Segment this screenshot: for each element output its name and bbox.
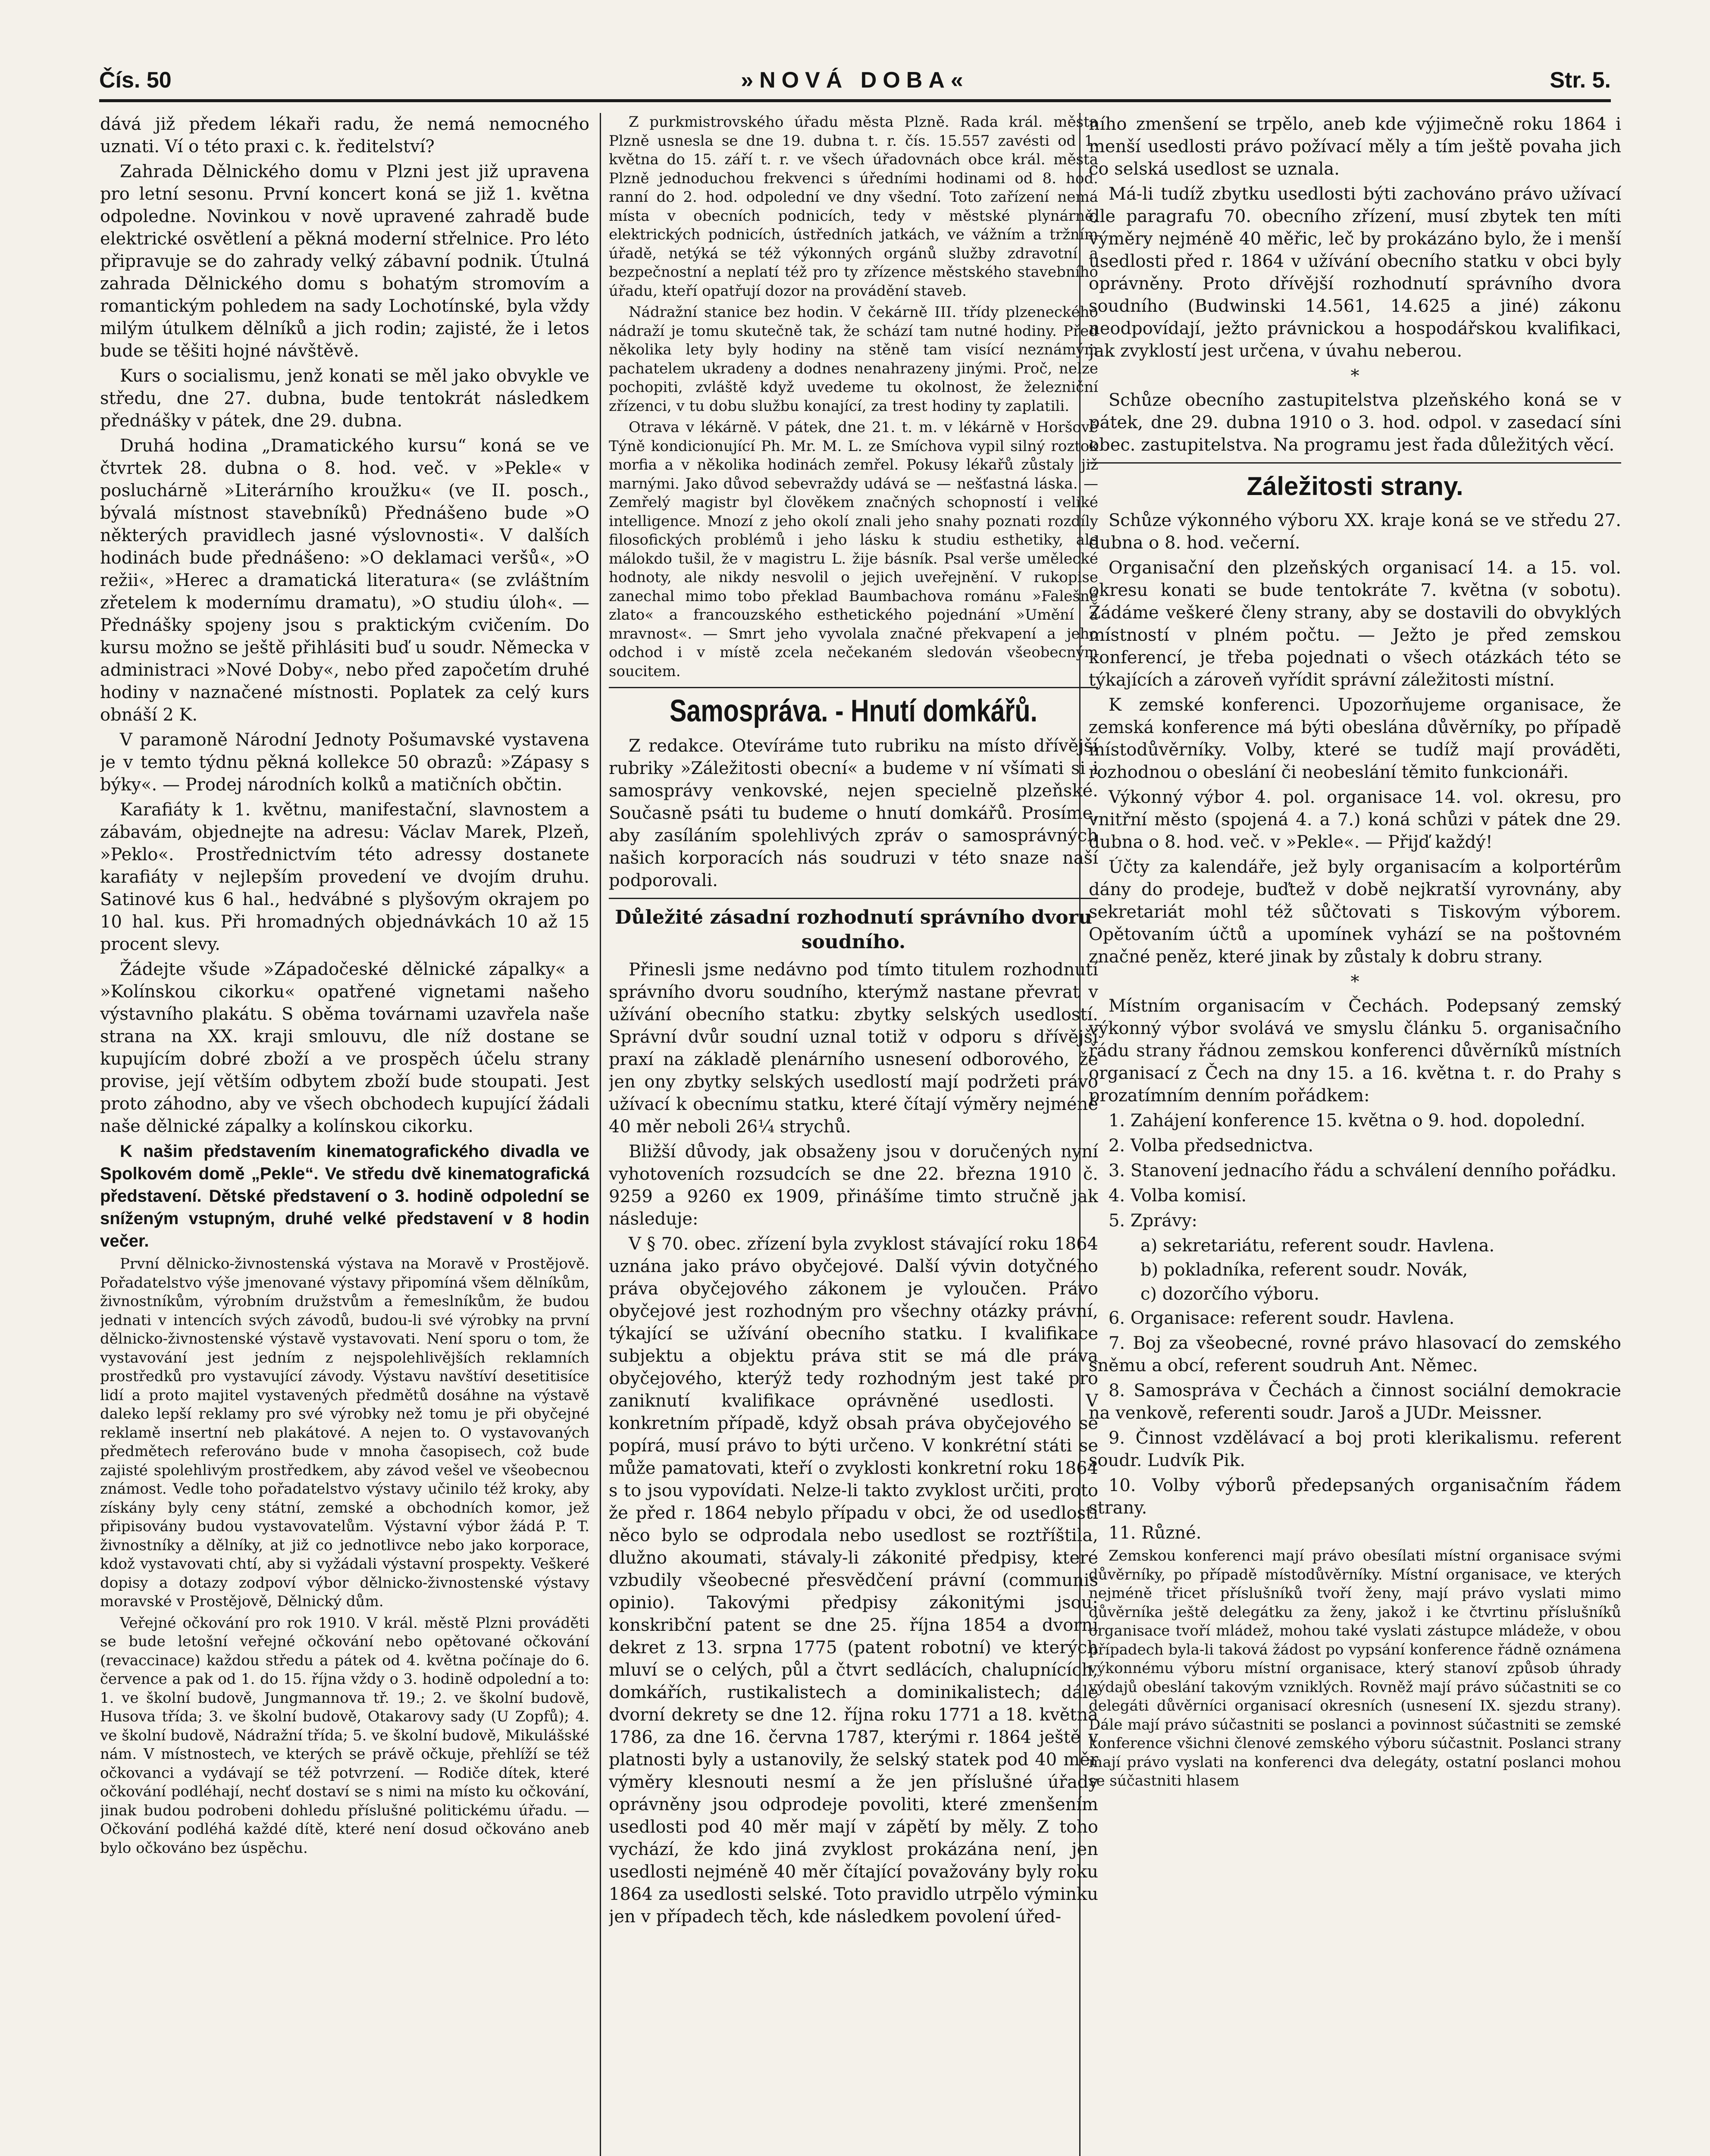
- article-kurs-socialismu: Kurs o socialismu, jenž konati se měl jako obvykle ve středu, dne 27. dubna, bude tentokrát následkem přednášky v pátek, dne 29. dubna.: [100, 366, 589, 431]
- article-lekar-continuation: dává již předem lékaři radu, že nemá nemocného uznati. Ví o této praxi c. k. ředitelství?: [100, 114, 589, 157]
- column-rule-1: [600, 113, 601, 2156]
- agenda-item: 11. Různé.: [1109, 1523, 1202, 1543]
- agenda-item: 7. Boj za všeobecné, rovné právo hlasovací do zemského sněmu a obcí, referent soudruh Ant. Němec.: [1089, 1333, 1621, 1376]
- article-zemska-konference: K zemské konferenci. Upozorňujeme organisace, že zemská konference má býti obeslána důvěrníky, po případě místodůvěrníky. Volby, které se tudíž mají prováděti, rozhodnou o obeslání či neobeslání těmito funkcionáři.: [1089, 695, 1621, 782]
- agenda-item: 5. Zprávy:: [1109, 1211, 1197, 1231]
- article-organisacni-den: Organisační den plzeňských organisací 14. a 15. vol. okresu konati se bude tentokráte 7. května (v sobotu). Žádáme veškeré členy strany, aby se dostavili do obvyklých místností v plném počtu. — Ježto je před zemskou konferencí, je třeba pojednati o všech otázkách této se týkajících a zároveň vyřídit správní záležitosti místní.: [1089, 558, 1621, 690]
- article-schuze-zastupitelstva: Schůze obecního zastupitelstva plzeňského koná se v pátek, dne 29. dubna 1910 o 3. hod. odpol. v zasedací síni obec. zastupitelstva. Na programu jest řada důležitých věcí.: [1089, 390, 1621, 455]
- agenda-subitem: a) sekretariátu, referent soudr. Havlena.: [1140, 1236, 1495, 1256]
- article-rozhodnuti-duvody: Bližší důvody, jak obsaženy jsou v doručených nyní vyhotoveních rozsudcích se dne 22. března 1910 č. 9259 a 9260 ex 1909, přinášíme timto stručně jak následuje:: [609, 1142, 1098, 1229]
- article-rozhodnuti-paragraf: V § 70. obec. zřízení byla zvyklost stávající roku 1864 uznána jako právo obyčejové. Další vývin dotyčného práva obyčejového zákonem je vyloučen. Právo obyčejové jest rozhodným pro všechny otázky právní, týkající se užívání obecního statku. I kvalifikace subjektu a objektu práva stit se má dle práva obyčejového, kterýž tedy rozhodným jest také pro zaniknutí kvalifikace oprávněné usedlosti. V konkretním případě, když obsah práva obyčejového se popírá, musí právo to býti určeno. V konkrétní státi se může pamatovati, kteří o zvyklosti konkretní roku 1864 s to jsou vypovídati. Nelze-li takto zvyklost určiti, proto že před r. 1864 nebylo případu v obci, že od usedlosti něco bylo se odprodala nebo usedlost se roztříštila, dlužno akoumati, stávaly-li zákonité předpisy, které vzbudily všeobecné přesvědčení právní (communis opinio). Takovými předpisy zákonitými jsou: konskribční patent se dne 25. října 1854 a dvorní dekret z 13. srpna 1775 (patent robotní) ve kterých mluví se o celých, půl a čtvrt sedlácích, chalupnících, domkářích, rustikalistech a dominikalistech; dále dvorní dekrety se dne 12. října roku 1771 a 18. května 1786, za dne 16. června 1787, kterými r. 1864 ještě v platnosti byly a ustanovily, že selský statek pod 40 měr výměry klesnouti nesmí a že jen příslušné úřady oprávněny jsou odprodeje povoliti, které zmenšením usedlosti pod 40 měr mají v zápětí by měly. Z toho vychází, že kdo jiná zvyklost prokázána není, jen usedlosti nejméně 40 měr čítající považovány byly roku 1864 za usedlosti selské. Toto pravidlo utrpělo výminku jen v případech těch, kde následkem povolení úřed-: [609, 1234, 1098, 1927]
- article-z-redakce: Z redakce. Otevíráme tuto rubriku na místo dřívější rubriky »Záležitosti obecní« a budeme v ní všímati si i samosprávy venkovské, nejen specielně plzeňské. Současně psáti tu budeme o hnutí domkářů. Prosíme, aby zasíláním spolehlivých zpráv o samosprávných našich korporacích nás soudruzi v této snaze naší podporovali.: [609, 736, 1098, 890]
- article-paramona: V paramoně Národní Jednoty Pošumavské vystavena je v temto týdnu pěkná kollekce 50 obrazů: »Zápasy s býky«. — Prodej národních kolků a matičních občtin.: [100, 730, 589, 795]
- agenda-subitem: c) dozorčího výboru.: [1140, 1284, 1319, 1304]
- agenda-item: 10. Volby výborů předepsaných organisačním řádem strany.: [1089, 1476, 1621, 1518]
- article-ockovani: Veřejné očkování pro rok 1910. V král. městě Plzni prováděti se bude letošní veřejné očkování nebo opětované očkování (revaccinace) každou středu a pátek od 4. května počínaje do 6. července a pak od 1. do 15. října vždy o 3. hodině odpolední a to: 1. ve školní budově, Jungmannova tř. 19.; 2. ve školní budově, Husova třída; 3. ve školní budově, Otakarovy sady (U Zopfů); 4. ve školní budově, Nádražní třída; 5. ve školní budově, Mikulášské nám. V místnostech, ve kterých se právě očkuje, přehlíží se též očkovanci a vydávají se též potvrzení. — Rodiče dítek, které očkování podléhají, nechť dostaví se s nimi na místo ku očkování, jinak budou podrobeni dohledu příslušné politickému úřadu. — Očkování podléhá každé dítě, které není dosud očkováno aneb bylo očkováno bez úspěchu.: [100, 1614, 589, 1857]
- issue-number: Čís. 50: [99, 68, 172, 93]
- article-nadrazni-stanice: Nádražní stanice bez hodin. V čekárně III. třídy plzeneckého nádraží je tomu skutečně tak, že schází tam nutné hodiny. Před několika lety byly hodiny na stěně tam visící neznámým pachatelem ukradeny a dodnes nenahrazeny jinými. Proč, nelze pochopiti, zvláště když uvedeme tu okolnost, že železniční zřízenci, v tu dobu službu konající, za trest hodiny ty zaplatili.: [609, 304, 1098, 415]
- article-purkmistrovsky-urad: Z purkmistrovského úřadu města Plzně. Rada král. města Plzně usnesla se dne 19. dubna t. r. čís. 15.557 zavésti od 1. května do 15. září t. r. ve všech úřadovnách obce král. města Plzně jednoduchou frekvenci s úředními hodinami od 8. hod. ranní do 2. hod. odpolední ve dny všední. Toto zařízení nemá místa v obecních podnicích, tedy v městské plynárně, elektrických podnicích, ústředních jatkách, ve vážním a tržním úřadě, netýká se též výkonných orgánů služby zdravotní a bezpečnostní a neplatí též pro ty zřízence městského stavebního úřadu, kteří opatřují dozor na provádění staveb.: [609, 113, 1098, 300]
- separator-asterisk: *: [1350, 972, 1359, 992]
- article-karafiaty: Karafiáty k 1. květnu, manifestační, slavnostem a zábavám, objednejte na adresu: Václav Marek, Plzeň, »Peklo«. Prostřednictvím této adressy dostanete karafiáty v nejlepším provedení ve dvojím druhu. Satinové kus 6 hal., hedvábné s plyšovým okrajem po 10 hal. kus. Při hromadných objednávkách 10 až 15 procent slevy.: [100, 800, 589, 954]
- article-mistnim-organisacim: Místním organisacím v Čechách. Podepsaný zemský výkonný výbor svolává ve smyslu článku 5. organisačního řádu strany řádnou zemskou konferenci důvěrníků místních organisací z Čech na dny 15. a 16. května t. r. do Prahy s prozatímním denním pořádkem:: [1089, 996, 1621, 1106]
- section-divider: [609, 687, 1098, 688]
- article-zahrada: Zahrada Dělnického domu v Plzni jest již upravena pro letní sesonu. První koncert koná se již 1. května odpoledne. Novinkou v nově upravené zahradě bude elektrické osvětlení a pěkná moderní střelnice. Pro léto připravuje se do zahrady velký zábavní podnik. Útulná zahrada Dělnického domu s bohatým stromovím a romantickým pohledem na sady Lochotínské, byla vždy milým útulkem dělníků a jich rodin; zajisté, že i letos bude se těšiti hojné návštěvě.: [100, 162, 589, 361]
- article-schuze-vyboru: Schůze výkonného výboru XX. kraje koná se ve středu 27. dubna o 8. hod. večerní.: [1089, 511, 1621, 553]
- agenda-item: 3. Stanovení jednacího řádu a schválení denního pořádku.: [1109, 1161, 1617, 1181]
- column-3: [1089, 113, 1621, 2156]
- section-divider: [609, 898, 1098, 899]
- column-2: [609, 113, 1098, 2156]
- article-kinematograf: K našim představením kinematografického divadla ve Spolkovém domě „Pekle“. Ve středu dvě kinematografická představení. Dětské představení o 3. hodině odpolední se sníženým vstupným, druhé velké představení v 8 hodin večer.: [100, 1142, 589, 1250]
- agenda-item: 1. Zahájení konference 15. května o 9. hod. dopolední.: [1109, 1111, 1585, 1131]
- agenda-item: 6. Organisace: referent soudr. Havlena.: [1109, 1308, 1455, 1328]
- article-ucty-kalendare: Účty za kalendáře, jež byly organisacím a kolportérům dány do prodeje, buďtež v době nejkratší vyrovnány, aby sekretariát mohl též sůčtovati s Tiskovým výborem. Opětovaním účtů a upomínek vyhází se na poštovném značné peněz, které jinak by zůstaly k dobru strany.: [1089, 857, 1621, 967]
- page-header: [99, 65, 1611, 102]
- article-heading-rozhodnuti: Důležité zásadní rozhodnutí správního dvoru soudního.: [615, 906, 1092, 953]
- article-rozhodnuti-intro: Přinesli jsme nedávno pod tímto titulem rozhodnutí správního dvoru soudního, kterýmž nastane převrat v užívání obecního statku: zbytky selských usedlostí. Správní dvůr soudní uznal totiž v odporu s dřívější praxí na základě plenárního usnesení odborového, že jen ony zbytky selských usedlostí mají podržeti právo užívací k obecnímu statku, které čítají výměry nejméně 40 měr neboli 26¼ strychů.: [609, 960, 1098, 1137]
- article-dramaticky-kurs: Druhá hodina „Dramatického kursu“ koná se ve čtvrtek 28. dubna o 8. hod. več. v »Pekle« v posluchárně »Literárního kroužku« (ve II. posch., bývalá místnost stavebníků) Přednášeno bude »O některých pravidlech jasné výslovnosti«. V dalších hodinách bude přednášeno: »O deklamaci veršů«, »O režii«, »Herec a dramatická literatura« (se zvláštním zřetelem k modernímu dramatu), »O studiu úloh«. — Přednášky spojeny jsou s praktickým cvičením. Do kursu možno se ještě přihlásiti buď u soudr. Německa v administraci »Nové Doby«, nebo před započetím druhé hodiny v naznačené místnosti. Poplatek za celý kurs obnáší 2 K.: [100, 436, 589, 725]
- article-otrava: Otrava v lékárně. V pátek, dne 21. t. m. v lékárně v Horšově Týně kondicionující Ph. Mr. M. L. ze Smíchova vypil silný roztok morfia a v několika hodinách zemřel. Pokusy lékařů zůstaly již marnými. Jako důvod sebevraždy udává se — nešťastná láska. — Zemřelý magistr byl člověkem značných schopností i veliké intelligence. Mnozí z jeho okolí znali jeho snahy poznati rozdíly filosofických problémů i jeho lásku k studiu esthetiky, ale málokdo tušil, že v magistru L. žije básník. Psal verše umělecké hodnoty, ale nikdy nesvolil o jejich uveřejnění. V rukopise zanechal mimo tobo překlad Baumbachova románu »Falešné zlato« a francouzského esthetického pojednání »Umění a mravnost«. — Smrt jeho vyvolala značné překvapení a jeho odchod i v místě zcela nečekaném sledován všeobecným soucitem.: [609, 419, 1098, 680]
- section-divider: [1089, 462, 1621, 464]
- article-zapalky: Žádejte všude »Západočeské dělnické zápalky« a »Kolínskou cikorku« opatřené vignetami našeho výstavního plakátu. S oběma továrnami uzavřela naše strana na XX. kraji smlouvu, dle níž dostane se kupujícím dobré zboží a ve prospěch účelu strany provise, její větším odbytem zboží bude stoupati. Jest proto záhodno, aby ve všech obchodech kupující žádali naše dělnické zápalky a kolínskou cikorku.: [100, 959, 589, 1136]
- article-rozhodnuti-continuation: ního zmenšení se trpělo, aneb kde výjimečně roku 1864 i menší usedlosti právo požívací měly a tím ještě povaha jich co selská usedlost se uznala.: [1089, 114, 1621, 179]
- agenda-item: 9. Činnost vzdělávací a boj proti klerikalismu. referent soudr. Ludvík Pik.: [1089, 1428, 1621, 1470]
- separator-asterisk: *: [1350, 366, 1359, 386]
- section-heading-zalezitosti-strany: Záležitosti strany.: [1246, 472, 1463, 501]
- article-rozhodnuti-zaver: Má-li tudíž zbytku usedlosti býti zachováno právo užívací dle paragrafu 70. obecního zřízení, musí zbytek ten míti výměry nejméně 40 měřic, leč by prokázáno bylo, že i menší usedlosti před r. 1864 v užívání obecního statku v obci byly oprávněny. Proto dřívější rozhodnutí správního dvora soudního (Budwinski 14.561, 14.625 a jiné) zákonu neodpovídají, ježto právnickou a hospodářskou kvalifikaci, jak zvyklostí jest určena, v úvahu neberou.: [1089, 184, 1621, 361]
- agenda-item: 2. Volba předsednictva.: [1109, 1136, 1314, 1156]
- column-1: [100, 113, 589, 2156]
- article-konference-pravidla: Zemskou konferenci mají právo obesílati místní organisace svými důvěrníky, po případě místodůvěrníky. Místní organisace, ve kterých nejméně třicet příslušníků tvoří ženy, mají právo vyslati mimo důvěrníka ještě delegátku za ženy, jakož i ke čtvrtinu příslušníků organisace tvoří mládež, mohou také vyslati zástupce mládeže, v obou případech byla-li taková žádost po vypsání konference řádně oznámena výkonnému výboru místní organisace, který stanoví způsob úhrady výdajů obeslání takovým vzniklých. Rovněž mají právo súčastniti se co delegáti důvěrníci organisací okresních (usnesení IX. sjezdu strany). Dále mají právo súčastniti se poslanci a povinnost súčastniti se zemské konference všichni členové zemského výboru súčastnit. Poslanci strany mají právo vyslati na konferenci dva delegáty, ostatní poslanci mohou se súčastniti hlasem: [1089, 1547, 1621, 1790]
- agenda-item: 8. Samospráva v Čechách a činnost sociální demokracie na venkově, referenti soudr. Jaroš a JUDr. Meissner.: [1089, 1381, 1621, 1423]
- section-heading-samosprava: Samospráva. - Hnutí domkářů.: [669, 694, 1038, 729]
- agenda-item: 4. Volba komisí.: [1109, 1186, 1247, 1206]
- agenda-subitem: b) pokladníka, referent soudr. Novák,: [1140, 1260, 1468, 1280]
- article-vykonny-vybor: Výkonný výbor 4. pol. organisace 14. vol. okresu, pro vnitřní město (spojená 4. a 7.) koná schůzi v pátek dne 29. dubna o 8. hod. več. v »Pekle«. — Přijď každý!: [1089, 787, 1621, 852]
- page-number: Str. 5.: [1550, 68, 1611, 93]
- masthead-title: »NOVÁ DOBA«: [741, 68, 969, 93]
- article-vystava-prostejov: První dělnicko-živnostenská výstava na Moravě v Prostějově. Pořadatelstvo výše jmenované výstavy připomíná všem dělníkům, živnostníkům, výrobním družstvům a řemeslníkům, že budou jednati v intencích svých závodů, budou-li své výrobky na první dělnicko-živnostenské výstavě vystavovati. Není sporu o tom, že vystavování jest jedním z nejspolehlivějších reklamních prostředků pro vystavující závody. Výstavu navštíví desetitisíce lidí a proto majitel vystavených předmětů dosáhne na výstavě daleko lepší reklamy pro své výrobky než tomu je při obyčejné reklamě insertní neb plakátové. A nejen to. O vystavovaných předmětech referováno bude v mnoha časopisech, což bude zajisté spolehlivým prostředkem, aby závod vešel ve všeobecnou známost. Vedle toho pořadatelstvo výstavy učinilo též kroky, aby získány byly ceny státní, zemské a obchodních komor, jež připisovány budou vystavovatelům. Výstavní výbor žádá P. T. živnostníky a dělníky, at již co jednotlivce nebo jako korporace, kdož vystavovati chtí, aby si vyžádali výstavní prospekty. Veškeré dopisy a dotazy zodpoví výbor dělnicko-živnostenské výstavy moravské v Prostějově, Dělnický dům.: [100, 1255, 589, 1611]
